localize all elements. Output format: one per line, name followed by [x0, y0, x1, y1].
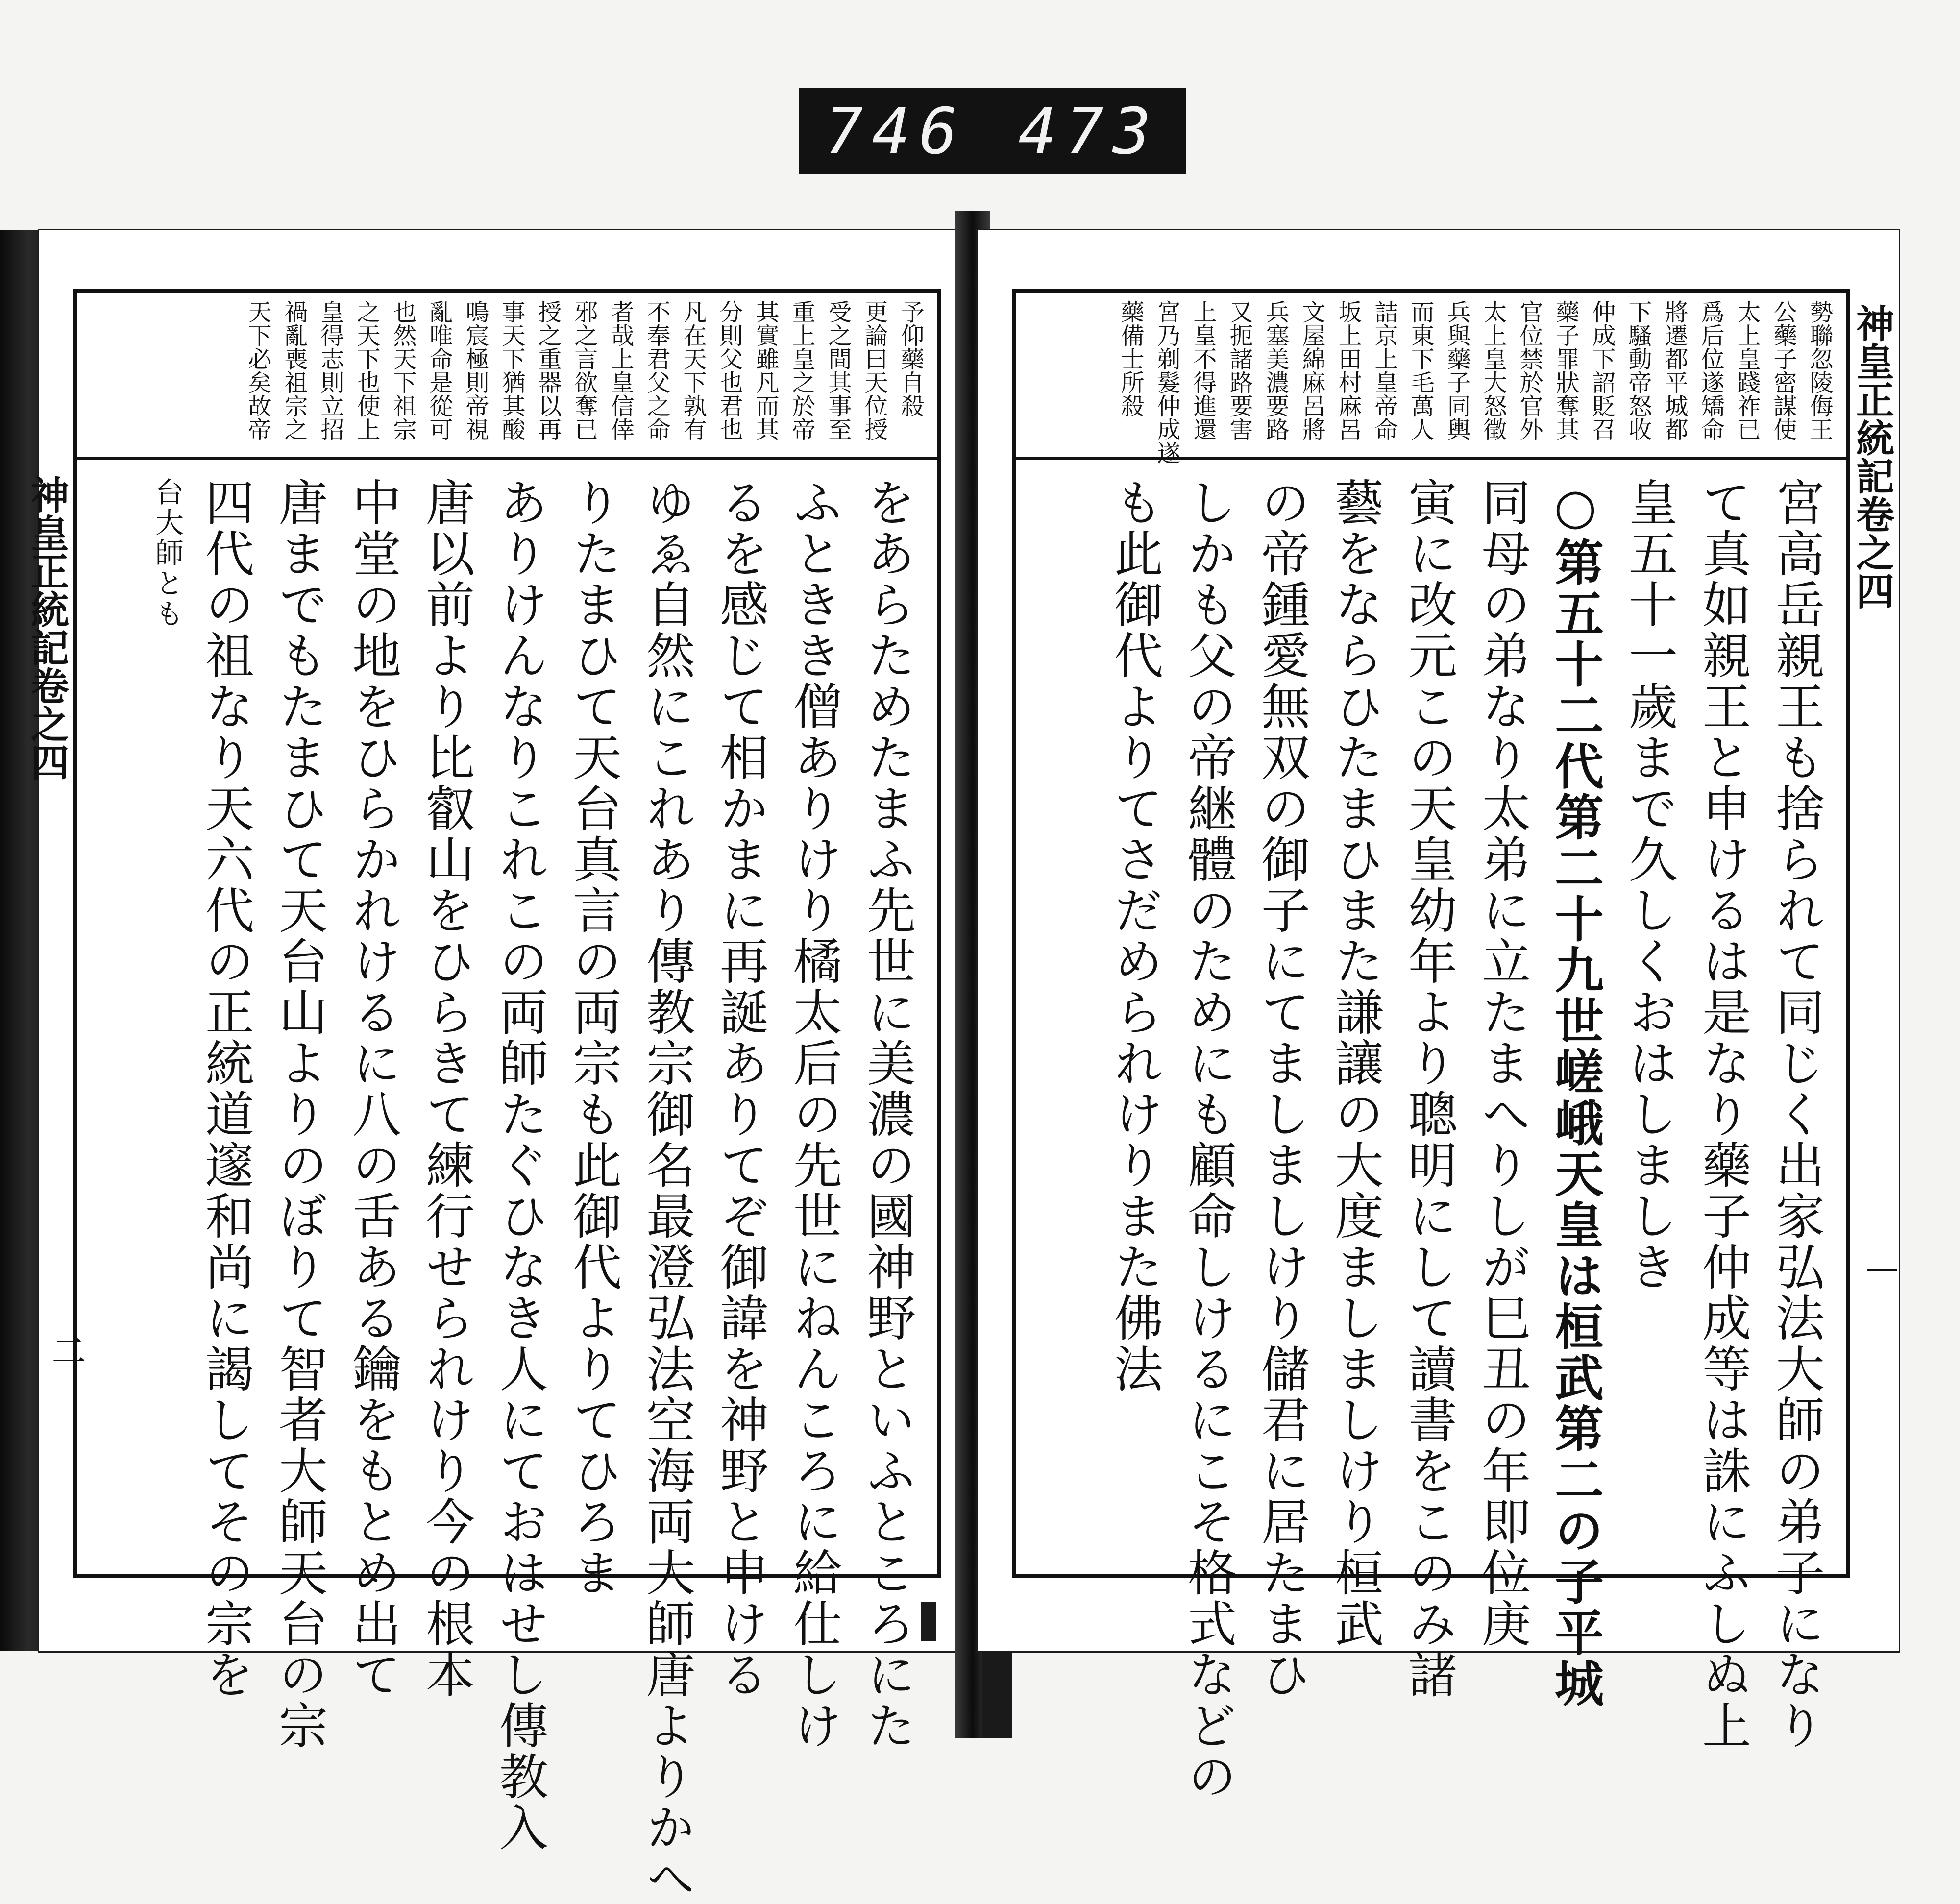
commentary-column: 文屋綿麻呂將	[1298, 300, 1325, 441]
commentary-column: 詰京上皇帝命	[1371, 300, 1398, 441]
text-column: 唐以前より比叡山をひらきて練行せられけり今の根本	[417, 477, 475, 1700]
reign-heading-column: ○第五十二代第二十九世嵯峨天皇は桓武第二の子平城	[1546, 477, 1604, 1709]
commentary-column: 仲成下詔貶召	[1588, 300, 1616, 441]
page-number: 二	[46, 1333, 86, 1367]
right-page-title: 神皇正統記卷之四	[1850, 304, 1894, 610]
commentary-column: 重上皇之於帝	[788, 300, 815, 441]
commentary-column: 分則父也君也	[715, 300, 743, 441]
commentary-column: 也然天下祖宗	[389, 300, 416, 441]
commentary-column: 將遷都平城都	[1661, 300, 1688, 441]
text-column: 中堂の地をひらかれけるに八の舌ある鑰をもとめ出て	[344, 477, 401, 1700]
text-column: 寅に改元この天皇幼年より聰明にして讀書をこのみ諸	[1400, 477, 1457, 1700]
text-column: りたまひて天台真言の両宗も此御代よりてひろま	[564, 477, 622, 1598]
commentary-column: 又扼諸路要害	[1225, 300, 1253, 441]
commentary-column: 天下必矣故帝	[244, 300, 271, 441]
commentary-column: 其實雖凡而其	[752, 300, 779, 441]
scan-label-right: 473	[1018, 94, 1160, 169]
left-page-title: 神皇正統記卷之四	[24, 475, 69, 781]
text-column: ありけんなりこれこの両師たぐひなき人にておはせし傳教入	[491, 477, 548, 1853]
text-column: 同母の弟なり太弟に立たまへりしが巳丑の年即位庚	[1473, 477, 1531, 1649]
commentary-column: 事天下猶其酸	[498, 300, 525, 441]
spine-tab-small	[921, 1602, 936, 1641]
commentary-column: 太上皇踐祚已	[1733, 300, 1761, 441]
right-page	[978, 230, 1899, 1802]
text-column: 皇五十一歲まで久しくおはしましき	[1620, 477, 1678, 1293]
commentary-column: 下騷動帝怒收	[1624, 300, 1652, 441]
text-column: も此御代よりてさだめられけりまた佛法	[1106, 477, 1163, 1394]
text-column: の帝鍾愛無双の御子にてましましけり儲君に居たまひ	[1253, 477, 1310, 1700]
commentary-column: 爲后位遂矯命	[1697, 300, 1724, 441]
commentary-column: 受之間其事至	[824, 300, 852, 441]
commentary-column: 藥子罪狀奪其	[1552, 300, 1579, 441]
right-commentary-band	[1016, 293, 1846, 464]
text-column: をあらためたまふ先世に美濃の國神野といふところにた	[858, 477, 916, 1751]
left-main-text	[77, 463, 937, 1904]
text-column: 唐までもたまひて天台山よりのぼりて智者大師天台の宗	[270, 477, 328, 1751]
text-column: しかも父の帝継體のためにも顧命しけるにこそ格式などの	[1179, 477, 1237, 1802]
right-main-text	[1016, 463, 1846, 1802]
commentary-column: 兵與藥子同輿	[1443, 300, 1470, 441]
open-book	[0, 211, 1960, 1904]
text-column: ふときき僧ありけり橘太后の先世にねんころに給仕しけ	[785, 477, 842, 1751]
commentary-column: 皇得志則立招	[317, 300, 344, 441]
scan-label-left: 746	[825, 94, 966, 169]
commentary-column: 鳴宸極則帝視	[462, 300, 489, 441]
commentary-column: 邪之言欲奪已	[570, 300, 598, 441]
commentary-column: 之天下也使上	[353, 300, 380, 441]
commentary-column: 宮乃剃髮仲成遂	[1153, 300, 1180, 464]
text-column: 藝をならひたまひまた謙讓の大度ましましけり桓武	[1326, 477, 1384, 1649]
commentary-column: 不奉君父之命	[643, 300, 670, 441]
left-commentary-band	[77, 293, 937, 460]
commentary-column: 禍亂喪祖宗之	[280, 300, 308, 441]
commentary-column: 官位禁於官外	[1516, 300, 1543, 441]
commentary-column: 藥備士所殺	[1117, 300, 1144, 417]
text-column: 四代の祖なり天六代の正統道邃和尚に謁してその宗を	[197, 477, 254, 1700]
spine-tab	[982, 1651, 1012, 1738]
scan-label	[799, 88, 1186, 174]
commentary-column: 授之重器以再	[534, 300, 562, 441]
commentary-column: 上皇不得進還	[1189, 300, 1217, 441]
commentary-column: 坂上田村麻呂	[1334, 300, 1362, 441]
margin-tick	[1867, 1269, 1897, 1271]
commentary-column: 者哉上皇信倖	[607, 300, 634, 441]
text-column: ゆゑ自然にこれあり傳教宗御名最澄弘法空海両大師唐よりかへ	[638, 477, 695, 1904]
commentary-column: 兵塞美濃要路	[1262, 300, 1289, 441]
left-page-frame	[74, 289, 941, 1904]
text-column: るを感じて相かまに再誕ありてぞ御諱を神野と申ける	[711, 477, 769, 1700]
commentary-column: 公藥子密謀使	[1769, 300, 1797, 441]
left-page	[24, 230, 965, 1904]
commentary-column: 而東下毛萬人	[1407, 300, 1434, 441]
text-column: 宮高岳親王も捨られて同じく出家弘法大師の弟子になり	[1767, 477, 1825, 1751]
commentary-column: 太上皇大怒徵	[1479, 300, 1507, 441]
commentary-column: 亂唯命是從可	[425, 300, 453, 441]
commentary-column: 予仰藥自殺	[897, 300, 924, 417]
commentary-column: 勢聯忽陵侮王	[1806, 300, 1833, 441]
commentary-column: 更論曰天位授	[860, 300, 888, 441]
right-page-frame	[1012, 289, 1850, 1802]
text-column: て真如親王と申けるは是なり藥子仲成等は誅にふしぬ上	[1694, 477, 1751, 1751]
commentary-column: 凡在天下孰有	[679, 300, 707, 441]
text-note-column: 台大師とも	[150, 477, 184, 629]
